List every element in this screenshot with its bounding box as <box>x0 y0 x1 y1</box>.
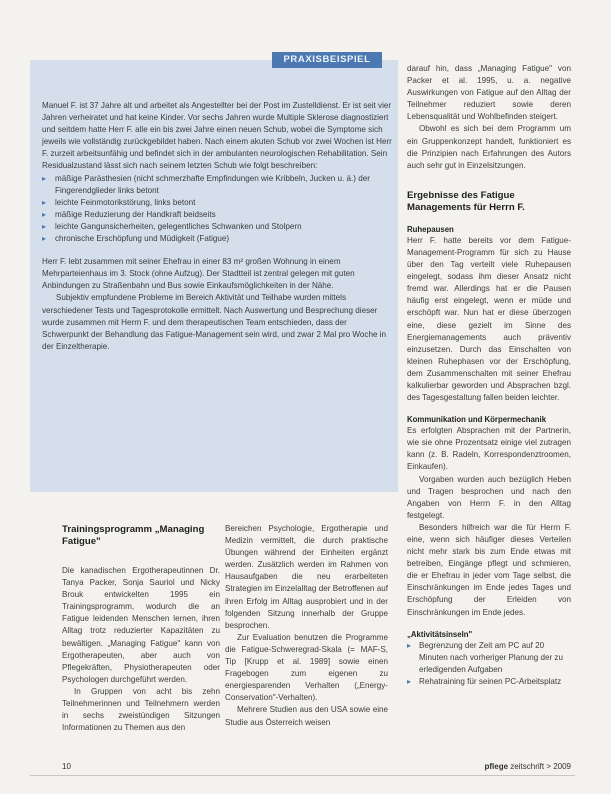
journal-name: pflege <box>484 762 509 771</box>
communication-para-2: Vorgaben wurden auch bezüglich Heben und Tragen besprochen und nach den Angaben von Herrn F. in den Alltag festgelegt. <box>407 474 571 520</box>
col1-para-1: Die kanadischen Ergotherapeutinnen Dr. Tanya Packer, Sonja Sauriol und Nicky Brouk entwickelten 1995 ein Trainingsprogramm, wodurch die an Fatigue leidenden Menschen lernen, ihren Alltag trotz reduzierter Kapazitäten zu bewältigen. „Managing Fatigue" kann von Ergotherapeuten, aber auch von Pflegekräften, Physiotherapeuten oder Psychologen durchgeführt werden. <box>62 566 220 684</box>
activity-item: ▸ Begrenzung der Zeit am PC auf 20 Minuten nach vorheriger Planung der zu erledigenden Aufgaben <box>407 640 571 676</box>
section-heading-training: Trainingsprogramm „Managing Fatigue" <box>62 524 205 547</box>
page-number: 10 <box>62 762 71 771</box>
col2-para-2: Zur Evaluation benutzen die Programme die Fatigue-Schweregrad-Skala (= MAF-S, Tip [Krupp et al. 1989] sowie einen Fragebogen zum eigenen zu energiesparenden Verhalten („Energy-Conservation"-Verhalten). <box>225 632 388 703</box>
subheading-rest-breaks: Ruhepausen <box>407 224 454 234</box>
symptom-list <box>42 173 394 246</box>
col2-para-1: Bereichen Psychologie, Ergotherapie und Medizin vermittelt, die durch praktische Übungen während der Einheiten ergänzt werden. Zusätzlich werden im Rahmen von Hausaufgaben die neu erarbeiteten Strategien im Einzelalltag der Betroffenen auf ihren Erfolg im Alltag ausprobiert und in der folgenden Sitzung innerhalb der Gruppe besprochen. <box>225 524 388 630</box>
symptom-item: ▸ chronische Erschöpfung und Müdigkeit (Fatigue) <box>42 233 394 245</box>
col1-para-2: In Gruppen von acht bis zehn Teilnehmerinnen und Teilnehmern werden in sechs zweistündigen Sitzungen Informationen zu Themen aus den <box>62 686 220 733</box>
symptom-item: ▸ mäßige Parästhesien (nicht schmerzhafte Empfindungen wie Kribbeln, Jucken u. ä.) der Fingerendglieder links betont <box>42 173 394 197</box>
communication-para-3: Besonders hilfreich war die für Herrn F. eine, wenn sich häufiger dieses Verteilen nicht mehr stark bis zum Ende etwas mit betreiben, Eingänge pflegt und schmieren, die er Ehefrau in jeder vom Tage selbst, die Einschränkungen im Ende jedes Tages und Erschöpfung der Erleiden von Einschränkungen im Ende jedes. <box>407 522 571 617</box>
symptom-item: ▸ leichte Feinmotorikstörung, links betont <box>42 197 394 209</box>
col3-para-2: Obwohl es sich bei dem Programm um ein Gruppenkonzept handelt, funktioniert es die Prinzipien nach Erfahrungen des Autors auch sehr gut in Einzelsitzungen. <box>407 124 571 170</box>
symptom-item: ▸ mäßige Reduzierung der Handkraft beidseits <box>42 209 394 221</box>
case-para-3: Subjektiv empfundene Probleme im Bereich Aktivität und Teilhabe wurden mittels verschiedener Tests und Tagesprotokolle ermittelt. Nach Auswertung und Besprechung dieser wurde zusammen mit Herrn F. und dem therapeutischen Team entschieden, dass der Schwerpunkt der Behandlung das Fatigue-Management sein wird, und zwar 2 Mal pro Woche in der Einzeltherapie. <box>42 293 387 351</box>
col3-para-1: darauf hin, dass „Managing Fatigue" von Packer et al. 1995, u. a. negative Auswirkungen von Fatigue auf den Alltag der Teilnehmer reduziert sowie deren Lebensqualität und Wohlbefinden steigert. <box>407 64 571 122</box>
subheading-communication: Kommunikation und Körpermechanik <box>407 415 547 425</box>
case-para-1: Manuel F. ist 37 Jahre alt und arbeitet als Angestellter bei der Post im Zustelldienst. Er ist seit vier Jahren verheiratet und hat keine Kinder. Vor sechs Jahren wurde Multiple Sklerose diagnostiziert und seitdem hatte Herr F. alle ein bis zwei Jahre einen neuen Schub, wobei die Symptome sich jeweils wie vollständig zurückgebildet haben. Nach einem akuten Schub vor zwei Wochen ist Herr F. zurzeit arbeitsunfähig und befindet sich in der ambulanten neurologischen Rehabilitation. Sein Residualzustand lässt sich nach seinem letzten Schub wie folgt beschreiben: <box>42 101 392 171</box>
column-2 <box>225 523 388 729</box>
symptom-item: ▸ leichte Gangunsicherheiten, gelegentliches Schwanken und Stolpern <box>42 221 394 233</box>
communication-text: Es erfolgten Absprachen mit der Partnerin, wie sie ohne Prozentsatz einige viel zutragen kann (z. B. Radeln, Korrespondenztroomen, Einkaufen). <box>407 426 571 472</box>
rest-breaks-text: Herr F. hatte bereits vor dem Fatigue-Management-Programm für sich zu Hause über den Tag verteilt viele Ruhepausen eingelegt, sodass ihm dieser Ansatz nicht fremd war. Allerdings hat er die Pausen häufig erst eingelegt, wenn er müde und erschöpft war. Nun hat er diese überzogen eine, diese gezielt im Sinne des Energiemanagements auch präventiv einzusetzen. Durch das Einschalten von kleinen Ruhephasen vor der Erschöpfung, dem Zusammenschalten mit seiner Ehefrau kalkulierbar geworden und Absprachen bzgl. des Tagesgestaltung fallen beiden leichter. <box>407 235 571 403</box>
column-1 <box>62 565 220 734</box>
subheading-activity-islands: „Aktivitätsinseln" <box>407 629 473 639</box>
section-heading-results: Ergebnisse des Fatigue Managements für Herrn F. <box>407 189 525 213</box>
activity-item: ▸ Rehatraining für seinen PC-Arbeitsplatz <box>407 676 571 688</box>
case-para-2: Herr F. lebt zusammen mit seiner Ehefrau in einer 83 m² großen Wohnung in einem Mehrparteienhaus im 3. Stock (ohne Aufzug). Der Stadtteil ist zentral gelegen mit guten Anbindungen zu Straßenbahn und Bus sowie Einkaufsmöglichkeiten in der Nähe. <box>42 257 355 291</box>
col2-para-3: Mehrere Studien aus den USA sowie eine Studie aus Österreich weisen <box>225 705 388 727</box>
journal-issue: zeitschrift > 2009 <box>510 762 571 771</box>
case-example-text <box>42 100 394 353</box>
activity-list <box>407 640 571 688</box>
journal-footer <box>485 762 572 771</box>
case-example-tab: PRAXISBEISPIEL <box>272 52 382 68</box>
column-3 <box>407 63 571 688</box>
bottom-divider <box>30 775 575 776</box>
